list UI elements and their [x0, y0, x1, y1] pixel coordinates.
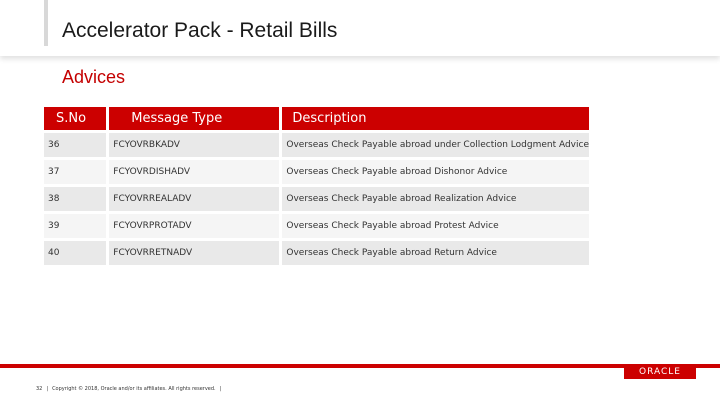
page-title: Accelerator Pack - Retail Bills — [62, 19, 338, 42]
oracle-logo — [624, 365, 696, 379]
oracle-logo-text: ORACLE — [639, 367, 681, 377]
table-row — [44, 157, 589, 184]
cell-description: Overseas Check Payable abroad under Collection Lodgment Advice — [279, 130, 589, 157]
cell-sno: 36 — [44, 130, 106, 157]
title-bar — [0, 0, 720, 56]
footer-separator: | — [219, 386, 222, 392]
cell-sno: 39 — [44, 211, 106, 238]
cell-sno: 37 — [44, 157, 106, 184]
cell-message-type: FCYOVRBKADV — [106, 130, 279, 157]
copyright-notice: Copyright © 2018, Oracle and/or its affiliates. All rights reserved. — [52, 386, 216, 392]
cell-description: Overseas Check Payable abroad Protest Advice — [279, 211, 589, 238]
cell-message-type: FCYOVRDISHADV — [106, 157, 279, 184]
column-header-description: Description — [279, 107, 589, 130]
cell-sno: 40 — [44, 238, 106, 265]
cell-description: Overseas Check Payable abroad Realization Advice — [279, 184, 589, 211]
page-number: 32 — [36, 386, 43, 392]
table-row — [44, 238, 589, 265]
footer-divider — [0, 364, 720, 368]
title-accent-bar — [44, 0, 48, 46]
footer — [36, 386, 225, 392]
cell-message-type: FCYOVRREALADV — [106, 184, 279, 211]
advices-table — [44, 107, 589, 265]
footer-separator: | — [46, 386, 49, 392]
table-row — [44, 211, 589, 238]
column-header-message-type: Message Type — [106, 107, 279, 130]
column-header-sno: S.No — [44, 107, 106, 130]
table-row — [44, 184, 589, 211]
cell-description: Overseas Check Payable abroad Dishonor Advice — [279, 157, 589, 184]
table-header-row — [44, 107, 589, 130]
cell-message-type: FCYOVRPROTADV — [106, 211, 279, 238]
cell-message-type: FCYOVRRETNADV — [106, 238, 279, 265]
table-row — [44, 130, 589, 157]
cell-sno: 38 — [44, 184, 106, 211]
section-heading: Advices — [62, 67, 126, 87]
cell-description: Overseas Check Payable abroad Return Advice — [279, 238, 589, 265]
